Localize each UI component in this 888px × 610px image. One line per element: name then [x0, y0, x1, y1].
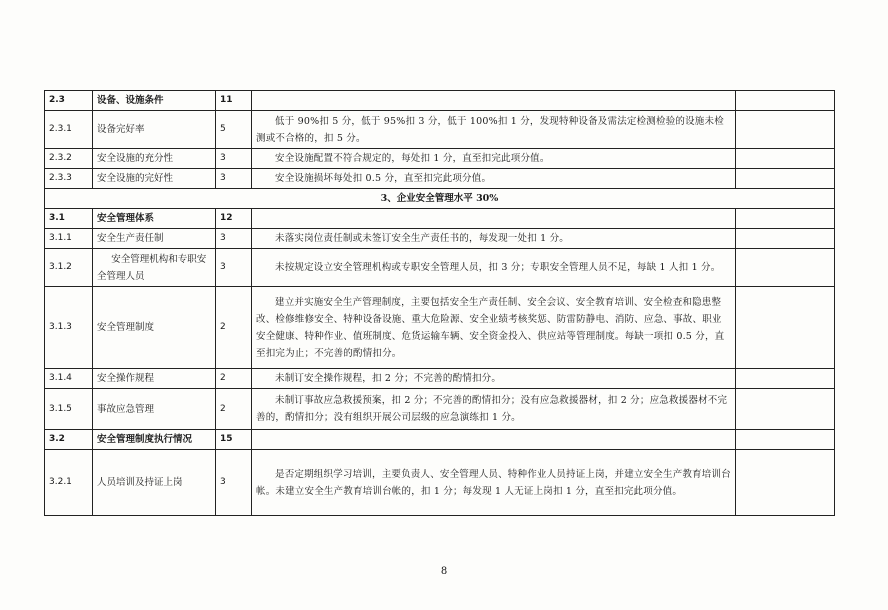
item-criteria: 低于 90%扣 5 分，低于 95%扣 3 分，低于 100%扣 1 分，发现特种设备及需法定检测检验的设施未检测或不合格的，扣 5 分。: [252, 111, 736, 149]
item-code: 2.3.1: [45, 111, 93, 149]
item-code: 3.1.2: [45, 249, 93, 287]
item-criteria: 安全设施损坏每处扣 0.5 分，直至扣完此项分值。: [252, 169, 736, 189]
item-name: 安全设施的完好性: [93, 169, 216, 189]
item-criteria: 建立并实施安全生产管理制度，主要包括安全生产责任制、安全会议、安全教育培训、安全检查和隐患整改、检修维修安全、特种设备设施、重大危险源、安全业绩考核奖惩、防雷防静电、消防、应急、事故、职业安全健康、特种作业、值班制度、危货运输车辆、安全资金投入、供应站等管理制度。每缺一项扣 0.5 分，直至扣完为止；不完善的酌情扣分。: [252, 287, 736, 369]
item-name: 安全管理制度执行情况: [93, 430, 216, 450]
table-row: [45, 111, 835, 149]
remark-cell: [736, 430, 835, 450]
remark-cell: [736, 169, 835, 189]
table-row: [45, 249, 835, 287]
remark-cell: [736, 149, 835, 169]
item-name: 人员培训及持证上岗: [93, 450, 216, 516]
item-name: 安全操作规程: [93, 369, 216, 389]
remark-cell: [736, 389, 835, 430]
item-criteria: 是否定期组织学习培训，主要负责人、安全管理人员、特种作业人员持证上岗，并建立安全生产教育培训台帐。未建立安全生产教育培训台帐的，扣 1 分；每发现 1 人无证上岗扣 1 分，直至扣完此项分值。: [252, 450, 736, 516]
item-name: 安全管理制度: [93, 287, 216, 369]
item-score: 2: [216, 389, 252, 430]
item-score: 15: [216, 430, 252, 450]
table-row: [45, 430, 835, 450]
item-score: 2: [216, 369, 252, 389]
item-name: 安全设施的充分性: [93, 149, 216, 169]
item-score: 3: [216, 149, 252, 169]
remark-cell: [736, 287, 835, 369]
item-score: 3: [216, 249, 252, 287]
item-criteria: [252, 209, 736, 229]
remark-cell: [736, 249, 835, 287]
item-score: 5: [216, 111, 252, 149]
item-code: 3.2.1: [45, 450, 93, 516]
page-number: 8: [440, 566, 448, 577]
remark-cell: [736, 209, 835, 229]
item-criteria: 未落实岗位责任制或未签订安全生产责任书的，每发现一处扣 1 分。: [252, 229, 736, 249]
table-row: [45, 169, 835, 189]
item-code: 2.3.3: [45, 169, 93, 189]
item-name: 安全管理机构和专职安全管理人员: [93, 249, 216, 287]
table-row: [45, 287, 835, 369]
item-name: 安全管理体系: [93, 209, 216, 229]
item-score: 11: [216, 91, 252, 111]
item-score: 3: [216, 169, 252, 189]
table-row: [45, 209, 835, 229]
table-row: [45, 91, 835, 111]
section-title: 3、企业安全管理水平 30%: [45, 189, 835, 209]
section-row: [45, 189, 835, 209]
table-row: [45, 389, 835, 430]
item-code: 3.1.4: [45, 369, 93, 389]
item-code: 2.3: [45, 91, 93, 111]
remark-cell: [736, 229, 835, 249]
item-criteria: 安全设施配置不符合规定的，每处扣 1 分，直至扣完此项分值。: [252, 149, 736, 169]
item-criteria: [252, 91, 736, 111]
item-criteria: 未制订事故应急救援预案，扣 2 分；不完善的酌情扣分；没有应急救援器材，扣 2 分；应急救援器材不完善的，酌情扣分；没有组织开展公司层级的应急演练扣 1 分。: [252, 389, 736, 430]
item-score: 12: [216, 209, 252, 229]
item-name: 事故应急管理: [93, 389, 216, 430]
item-criteria: [252, 430, 736, 450]
remark-cell: [736, 91, 835, 111]
remark-cell: [736, 111, 835, 149]
item-code: 3.2: [45, 430, 93, 450]
item-score: 3: [216, 229, 252, 249]
item-code: 3.1.3: [45, 287, 93, 369]
item-code: 3.1.5: [45, 389, 93, 430]
table-row: [45, 369, 835, 389]
item-code: 3.1.1: [45, 229, 93, 249]
table-row: [45, 229, 835, 249]
item-score: 3: [216, 450, 252, 516]
remark-cell: [736, 369, 835, 389]
table-row: [45, 149, 835, 169]
item-code: 3.1: [45, 209, 93, 229]
evaluation-table: [44, 90, 835, 516]
table-row: [45, 450, 835, 516]
item-criteria: 未按规定设立安全管理机构或专职安全管理人员，扣 3 分；专职安全管理人员不足，每缺 1 人扣 1 分。: [252, 249, 736, 287]
remark-cell: [736, 450, 835, 516]
item-code: 2.3.2: [45, 149, 93, 169]
item-name: 安全生产责任制: [93, 229, 216, 249]
item-name: 设备完好率: [93, 111, 216, 149]
item-score: 2: [216, 287, 252, 369]
item-criteria: 未制订安全操作规程，扣 2 分；不完善的酌情扣分。: [252, 369, 736, 389]
item-name: 设备、设施条件: [93, 91, 216, 111]
